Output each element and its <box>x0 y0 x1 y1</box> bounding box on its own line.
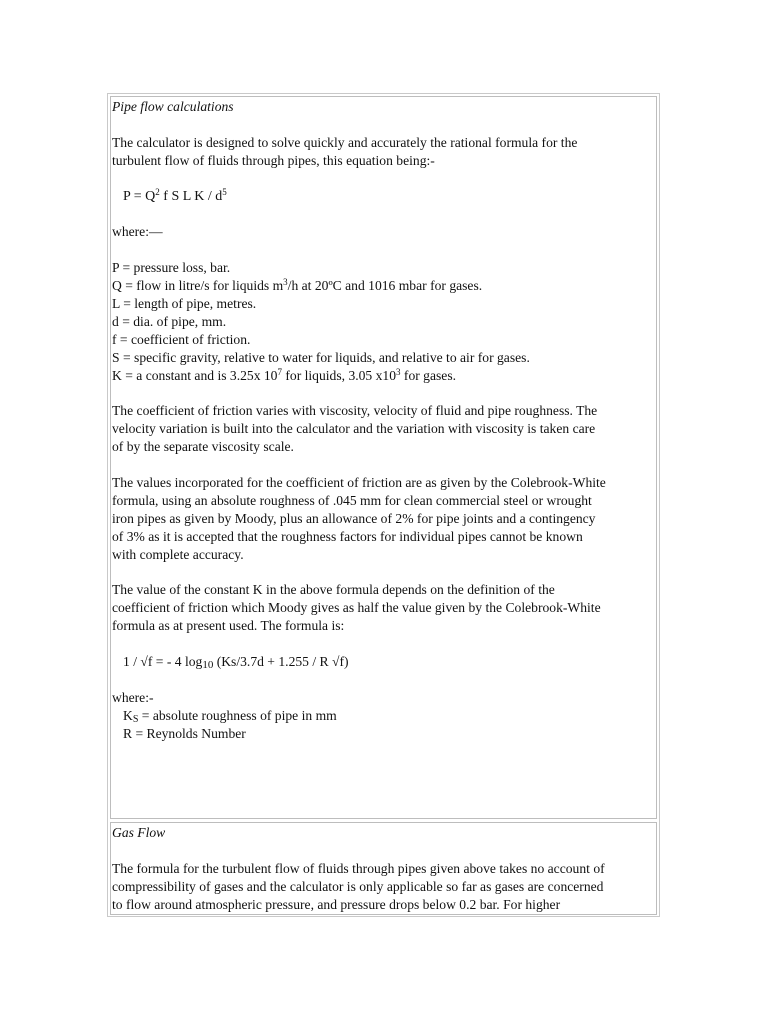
definition-d: d = dia. of pipe, mm. <box>112 313 227 329</box>
paragraph-line: The value of the constant K in the above formula depends on the definition of the <box>112 582 555 598</box>
paragraph-line: to flow around atmospheric pressure, and pressure drops below 0.2 bar. For higher <box>112 896 561 912</box>
paragraph-line: velocity variation is built into the calculator and the variation with viscosity is taken care <box>112 421 596 437</box>
r-definition: R = Reynolds Number <box>123 725 246 741</box>
definition-p: P = pressure loss, bar. <box>112 260 231 276</box>
document-page <box>107 93 660 917</box>
paragraph-line: of by the separate viscosity scale. <box>112 439 294 455</box>
intro-line: turbulent flow of fluids through pipes, this equation being:- <box>112 152 435 168</box>
definition-l: L = length of pipe, metres. <box>112 296 257 311</box>
gas-flow-section <box>110 822 657 915</box>
paragraph-line: formula as at present used. The formula is: <box>112 618 345 634</box>
paragraph-line: The coefficient of friction varies with viscosity, velocity of fluid and pipe roughness. The <box>112 403 598 419</box>
definition-s: S = specific gravity, relative to water for liquids, and relative to air for gases. <box>112 349 530 365</box>
ks-definition: $K_S$ = absolute roughness of pipe in mm <box>123 707 337 725</box>
where-label: where:- <box>112 689 154 705</box>
where-label: where:— <box>112 224 163 240</box>
section-heading: Gas Flow <box>112 825 166 840</box>
pipe-flow-section <box>110 96 657 819</box>
paragraph-line: of 3% as it is accepted that the roughness factors for individual pipes cannot be known <box>112 528 583 544</box>
paragraph-line: with complete accuracy. <box>112 546 244 562</box>
paragraph-line: coefficient of friction which Moody gives as half the value given by the Colebrook-White <box>112 600 601 616</box>
definition-q: Q = flow in litre/s for liquids $m^3/h$ at 20ºC and 1016 mbar for gases. <box>112 277 483 294</box>
intro-line: The calculator is designed to solve quickly and accurately the rational formula for the <box>112 134 578 150</box>
paragraph-line: The formula for the turbulent flow of fluids through pipes given above takes no account of <box>112 860 605 876</box>
main-equation: $P = Q^2$ f S L K / $d^5$ <box>123 186 227 204</box>
paragraph-line: formula, using an absolute roughness of .045 mm for clean commercial steel or wrought <box>112 492 592 508</box>
paragraph-line: compressibility of gases and the calculator is only applicable so far as gases are concerned <box>112 878 604 894</box>
colebrook-formula: 1 / √f = - 4 $\log_{10} (Ks/3.7d + 1.255 / R$ √f) <box>123 654 349 672</box>
definition-k: K = a constant and is 3.25x $10^7$ for liquids, 3.05 $x10^3$ for gases. <box>112 366 457 383</box>
paragraph-line: The values incorporated for the coefficient of friction are as given by the Colebrook-White <box>112 475 606 491</box>
paragraph-line: iron pipes as given by Moody, plus an allowance of 2% for pipe joints and a contingency <box>112 510 596 526</box>
section-heading: Pipe flow calculations <box>112 99 234 114</box>
definition-f: f = coefficient of friction. <box>112 331 251 347</box>
